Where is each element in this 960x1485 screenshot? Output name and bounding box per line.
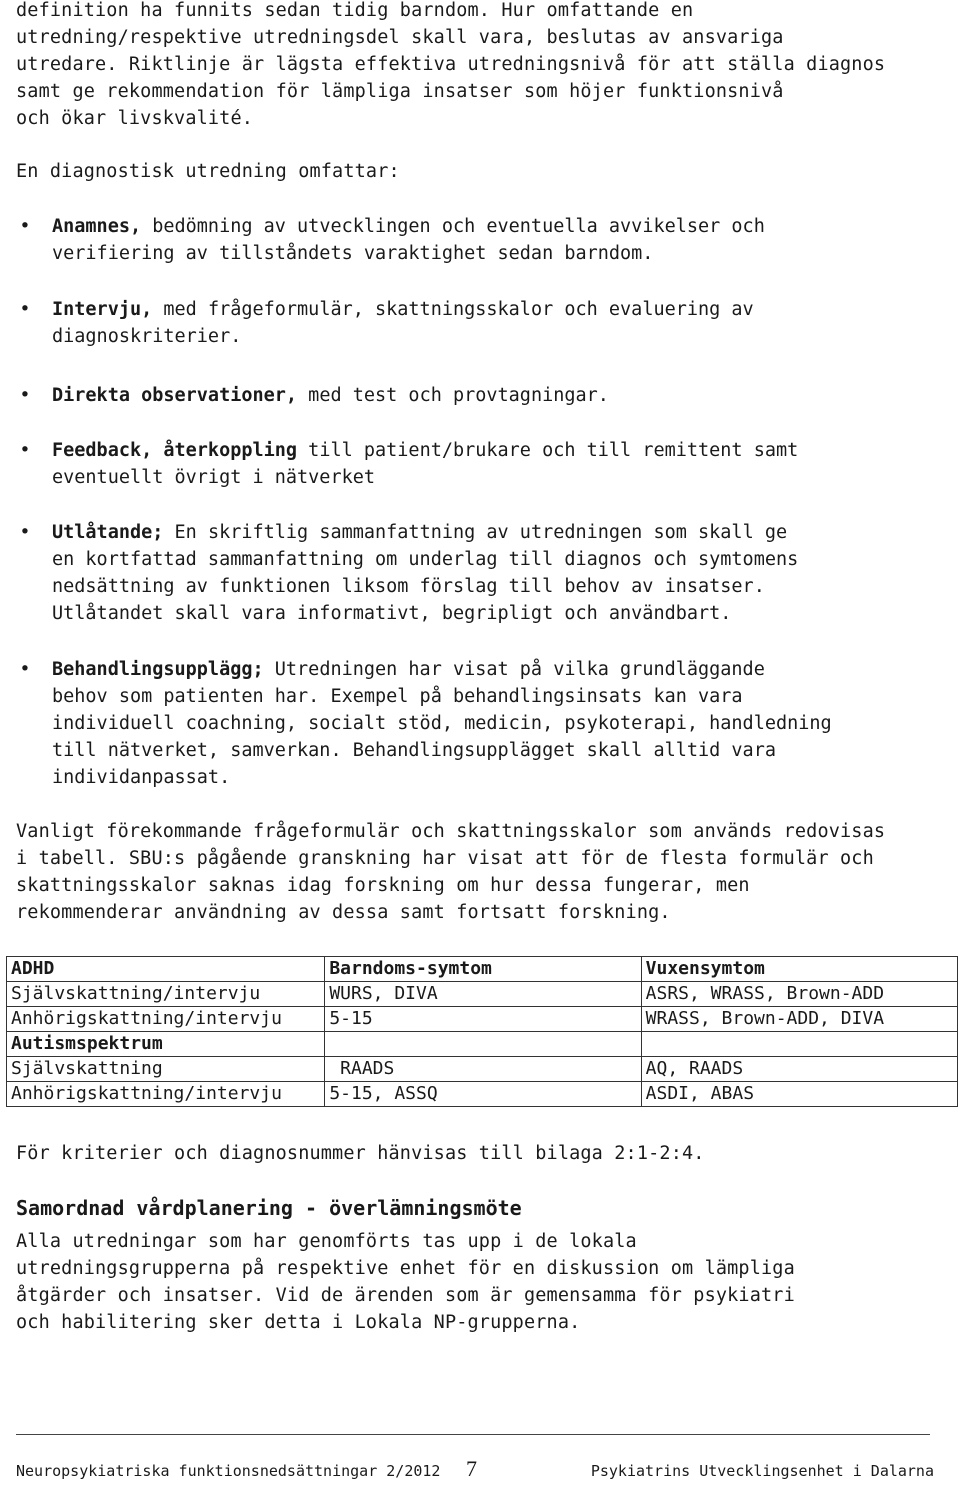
bullet-term: Feedback, återkoppling (52, 440, 298, 461)
table-row (7, 1007, 958, 1032)
footer-organization: Psykiatrins Utvecklingsenhet i Dalarna (590, 1462, 934, 1480)
table-row (7, 1032, 958, 1057)
table-cell (325, 1032, 641, 1057)
intro-line: och ökar livskvalité. (16, 108, 254, 129)
table-cell: AQ, RAADS (641, 1057, 957, 1082)
table-cell: WURS, DIVA (325, 982, 641, 1007)
bullet-dot-icon: • (19, 659, 31, 680)
bullet-text: bedömning av utvecklingen och eventuella avvikelser och (141, 216, 765, 237)
section-line: åtgärder och insatser. Vid de ärenden som är gemensamma för psykiatri (16, 1285, 795, 1306)
intro-line: utredare. Riktlinje är lägsta effektiva utredningsnivå för att ställa diagnos (16, 54, 886, 75)
bullet-text: Utlåtandet skall vara informativt, begripligt och användbart. (52, 603, 732, 624)
forms-line: Vanligt förekommande frågeformulär och skattningsskalor som används redovisas (16, 821, 886, 842)
bullet-text: till patient/brukare och till remittent samt (297, 440, 799, 461)
section-line: Alla utredningar som har genomförts tas upp i de lokala (16, 1231, 637, 1252)
bullet-term: Behandlingsupplägg; (52, 659, 264, 680)
intro-line: definition ha funnits sedan tidig barndom. Hur omfattande en (16, 0, 694, 21)
table-cell: Anhörigskattning/intervju (7, 1082, 325, 1107)
table-cell: 5-15 (325, 1007, 641, 1032)
table-cell (641, 1032, 957, 1057)
footer-document-title: Neuropsykiatriska funktionsnedsättningar 2/2012 (16, 1462, 441, 1480)
bullet-dot-icon: • (19, 299, 31, 320)
bullet-dot-icon: • (19, 385, 31, 406)
table-cell: ASDI, ABAS (641, 1082, 957, 1107)
bullet-text: nedsättning av funktionen liksom förslag till behov av insatser. (52, 576, 765, 597)
bullet-dot-icon: • (19, 440, 31, 461)
page-number: 7 (466, 1456, 477, 1481)
bullet-term: Anamnes, (52, 216, 142, 237)
table-header-cell: Barndoms-symtom (325, 957, 641, 982)
bullet-text: Utredningen har visat på vilka grundläggande (263, 659, 765, 680)
table-cell: Självskattning/intervju (7, 982, 325, 1007)
bullet-text: en kortfattad sammanfattning om underlag till diagnos och symtomens (52, 549, 799, 570)
intro-line: samt ge rekommendation för lämpliga insatser som höjer funktionsnivå (16, 81, 784, 102)
section-heading: Samordnad vårdplanering - överlämningsmöte (16, 1196, 522, 1220)
table-cell: 5-15, ASSQ (325, 1082, 641, 1107)
bullet-text: individanpassat. (52, 767, 231, 788)
table-cell: ASRS, WRASS, Brown-ADD (641, 982, 957, 1007)
table-row (7, 957, 958, 982)
intro-paragraph (16, 0, 946, 132)
section-line: utredningsgrupperna på respektive enhet för en diskussion om lämpliga (16, 1258, 795, 1279)
table-cell: Självskattning (7, 1057, 325, 1082)
bullet-text: till nätverket, samverkan. Behandlingsupplägget skall alltid vara (52, 740, 776, 761)
table-row (7, 982, 958, 1007)
table-row (7, 1082, 958, 1107)
bullet-dot-icon: • (19, 522, 31, 543)
table-header-cell: ADHD (7, 957, 325, 982)
footer-divider (16, 1434, 930, 1435)
table-cell: RAADS (325, 1057, 641, 1082)
bullet-text: behov som patienten har. Exempel på behandlingsinsats kan vara (52, 686, 743, 707)
table-row (7, 1057, 958, 1082)
assessment-tools-table (6, 956, 958, 1107)
forms-line: i tabell. SBU:s pågående granskning har visat att för de flesta formulär och (16, 848, 874, 869)
bullet-dot-icon: • (19, 216, 31, 237)
scope-intro: En diagnostisk utredning omfattar: (16, 161, 400, 182)
bullet-text: med test och provtagningar. (297, 385, 609, 406)
bullet-text: med frågeformulär, skattningsskalor och evaluering av (152, 299, 754, 320)
section-line: och habilitering sker detta i Lokala NP-grupperna. (16, 1312, 581, 1333)
table-cell: WRASS, Brown-ADD, DIVA (641, 1007, 957, 1032)
forms-paragraph (16, 818, 946, 926)
bullet-text: individuell coachning, socialt stöd, medicin, psykoterapi, handledning (52, 713, 832, 734)
table-header-cell: Vuxensymtom (641, 957, 957, 982)
bullet-text: eventuellt övrigt i nätverket (52, 467, 376, 488)
intro-line: utredning/respektive utredningsdel skall vara, beslutas av ansvariga (16, 27, 784, 48)
bullet-text: verifiering av tillståndets varaktighet sedan barndom. (52, 243, 654, 264)
bullet-term: Intervju, (52, 299, 153, 320)
bullet-term: Direkta observationer, (52, 385, 298, 406)
criteria-note: För kriterier och diagnosnummer hänvisas till bilaga 2:1-2:4. (16, 1143, 705, 1164)
bullet-text: En skriftlig sammanfattning av utredningen som skall ge (163, 522, 788, 543)
bullet-text: diagnoskriterier. (52, 326, 242, 347)
table-cell: Anhörigskattning/intervju (7, 1007, 325, 1032)
bullet-term: Utlåtande; (52, 522, 164, 543)
forms-line: rekommenderar användning av dessa samt fortsatt forskning. (16, 902, 671, 923)
forms-line: skattningsskalor saknas idag forskning om hur dessa fungerar, men (16, 875, 750, 896)
table-section-cell: Autismspektrum (7, 1032, 325, 1057)
section-paragraph (16, 1228, 946, 1336)
